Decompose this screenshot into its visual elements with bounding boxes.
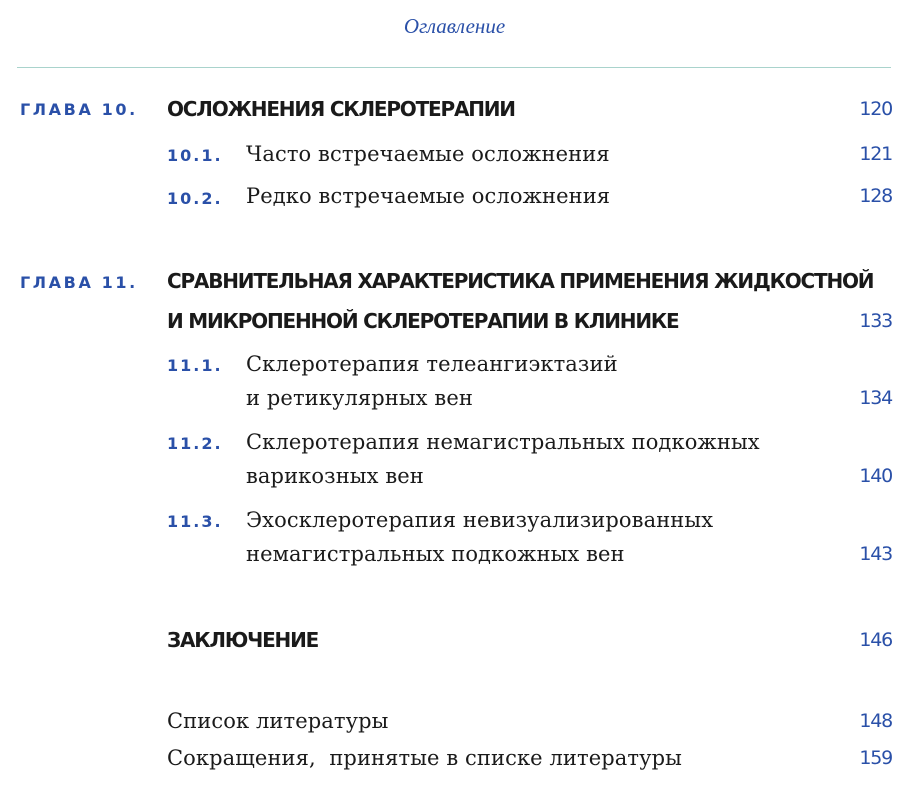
- chapter-10-page[interactable]: 120: [859, 98, 892, 120]
- header-rule: [17, 67, 891, 68]
- chapter-11-page[interactable]: 133: [859, 310, 892, 332]
- section-10-1-number: 10.1.: [167, 146, 223, 165]
- section-11-1-title-line-2[interactable]: и ретикулярных вен: [246, 386, 473, 410]
- section-10-2-number: 10.2.: [167, 189, 223, 208]
- section-11-1-number: 11.1.: [167, 356, 223, 375]
- section-10-2-page[interactable]: 128: [859, 185, 892, 207]
- section-11-3-title-line-1[interactable]: Эхосклеротерапия невизуализированных: [246, 508, 714, 532]
- abbreviations-title[interactable]: Сокращения, принятые в списке литературы: [167, 746, 682, 770]
- chapter-10-title[interactable]: ОСЛОЖНЕНИЯ СКЛЕРОТЕРАПИИ: [167, 97, 515, 121]
- chapter-10-label: ГЛАВА 10.: [20, 100, 138, 119]
- conclusion-title[interactable]: ЗАКЛЮЧЕНИЕ: [167, 628, 319, 652]
- section-11-3-number: 11.3.: [167, 512, 223, 531]
- references-title[interactable]: Список литературы: [167, 709, 389, 733]
- section-11-3-title-line-2[interactable]: немагистральных подкожных вен: [246, 542, 625, 566]
- section-11-2-number: 11.2.: [167, 434, 223, 453]
- abbreviations-page[interactable]: 159: [859, 747, 892, 769]
- section-11-2-title-line-2[interactable]: варикозных вен: [246, 464, 424, 488]
- chapter-11-label: ГЛАВА 11.: [20, 273, 138, 292]
- section-11-2-title-line-1[interactable]: Склеротерапия немагистральных подкожных: [246, 430, 760, 454]
- section-10-1-title[interactable]: Часто встречаемые осложнения: [246, 142, 610, 166]
- running-header: Оглавление: [403, 14, 506, 38]
- references-page[interactable]: 148: [859, 710, 892, 732]
- section-10-1-page[interactable]: 121: [859, 143, 892, 165]
- section-11-2-page[interactable]: 140: [859, 465, 892, 487]
- section-11-1-page[interactable]: 134: [859, 387, 892, 409]
- section-11-3-page[interactable]: 143: [859, 543, 892, 565]
- conclusion-page[interactable]: 146: [859, 629, 892, 651]
- chapter-11-title-line-2[interactable]: И МИКРОПЕННОЙ СКЛЕРОТЕРАПИИ В КЛИНИКЕ: [167, 309, 679, 333]
- section-11-1-title-line-1[interactable]: Склеротерапия телеангиэктазий: [246, 352, 618, 376]
- section-10-2-title[interactable]: Редко встречаемые осложнения: [246, 184, 611, 208]
- chapter-11-title-line-1[interactable]: СРАВНИТЕЛЬНАЯ ХАРАКТЕРИСТИКА ПРИМЕНЕНИЯ ЖИДКОСТНОЙ: [167, 269, 874, 293]
